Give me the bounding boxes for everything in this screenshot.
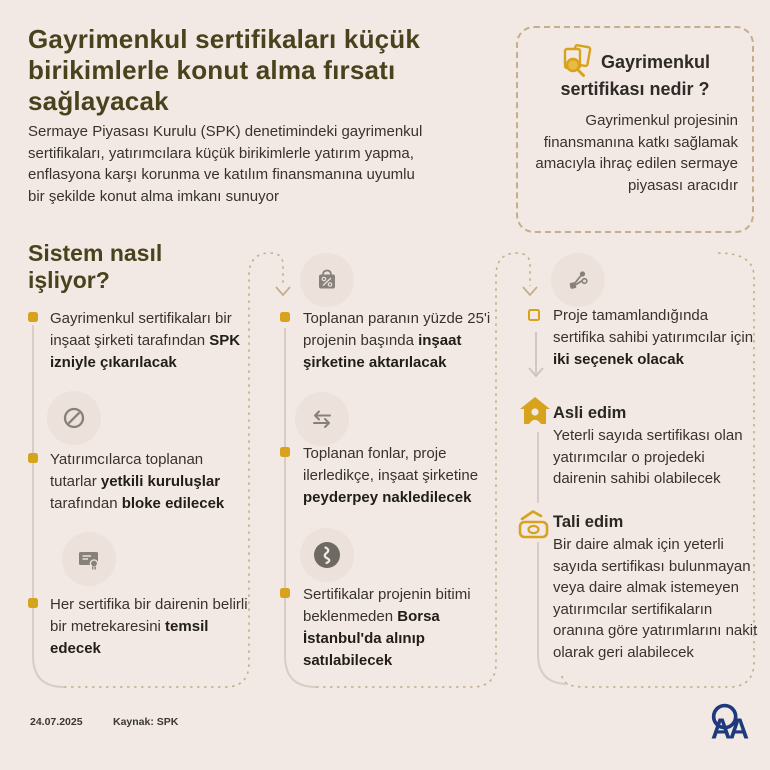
definition-body: Gayrimenkul projesinin finansmanına katkı sağlamak amacıyla ihraç edilen sermaye piyasası aracıdır: [535, 112, 738, 194]
transfer-arrows-icon: [295, 392, 349, 446]
banknote-house-icon: [517, 509, 551, 539]
step-text-2: Yatırımcılarca toplanan tutarlar yetkili kuruluşlar tarafından bloke edilecek: [50, 451, 225, 512]
main-title: Gayrimenkul sertifikaları küçük birikimlerle konut alma fırsatı sağlayacak: [28, 24, 421, 116]
section-title: Sistem nasıl işliyor?: [28, 240, 163, 293]
step-marker-6: [280, 588, 290, 598]
step-marker-2: [28, 453, 38, 463]
step-text-7: Proje tamamlandığında sertifika sahibi yatırımcılar için iki seçenek olacak: [553, 307, 754, 368]
certificate-icon: [62, 532, 116, 586]
asli-edim-title: Asli edim: [553, 404, 627, 422]
step-marker-7: [528, 309, 540, 321]
percent-tag-icon: [300, 253, 354, 307]
step-text-1: Gayrimenkul sertifikaları bir inşaat şirketi tarafından SPK izniyle çıkarılacak: [50, 310, 241, 371]
branch-choice-icon: [551, 253, 605, 307]
step-text-4: Toplanan paranın yüzde 25'i projenin başında inşaat şirketine aktarılacak: [303, 310, 491, 371]
step-text-6: Sertifikalar projenin bitimi beklenmeden Borsa İstanbul'da alınıp satılabilecek: [303, 586, 471, 669]
step-marker-4: [280, 312, 290, 322]
svg-text:AA: AA: [710, 713, 747, 745]
step-marker-3: [28, 598, 38, 608]
arrow-into-column3: [523, 287, 537, 295]
source-label: Kaynak: SPK: [113, 716, 179, 728]
definition-box: [516, 26, 754, 233]
asli-edim-body: Yeterli sayıda sertifikası olan yatırımcılar o projedeki dairenin sahibi olabilecek: [553, 427, 743, 487]
definition-title-row: [532, 44, 738, 101]
borsa-istanbul-icon: [300, 528, 354, 582]
step-marker-5: [280, 447, 290, 457]
house-person-icon: [519, 396, 551, 425]
publish-date: 24.07.2025: [30, 716, 83, 728]
step-text-3: Her sertifika bir dairenin belirli bir metrekaresini temsil edecek: [50, 596, 248, 657]
prohibition-icon: [47, 391, 101, 445]
step-marker-1: [28, 312, 38, 322]
definition-title: Gayrimenkul sertifikası nedir ?: [560, 52, 711, 99]
arrow-into-column2: [276, 287, 290, 295]
tali-edim-title: Tali edim: [553, 513, 624, 531]
tali-edim-body: Bir daire almak için yeterli sayıda sertifikası bulunmayan veya daire almak istemeyen yatırımcılar sertifikaların oranına göre yatırımlarını nakit olarak geri alabilecek: [553, 536, 758, 661]
intro-text: Sermaye Piyasası Kurulu (SPK) denetimindeki gayrimenkul sertifikaları, yatırımcılara küçük birikimlerle yatırım yapma, enflasyona karşı korunma ve katılım finansmanına uyumlu bir şekilde konut alma imkanı sunuyor: [28, 123, 423, 205]
step-text-5: Toplanan fonlar, proje ilerledikçe, inşaat şirketine peyderpey nakledilecek: [303, 445, 479, 506]
down-arrow: [529, 368, 543, 376]
aa-logo: [710, 701, 754, 745]
document-search-icon: [560, 44, 596, 78]
